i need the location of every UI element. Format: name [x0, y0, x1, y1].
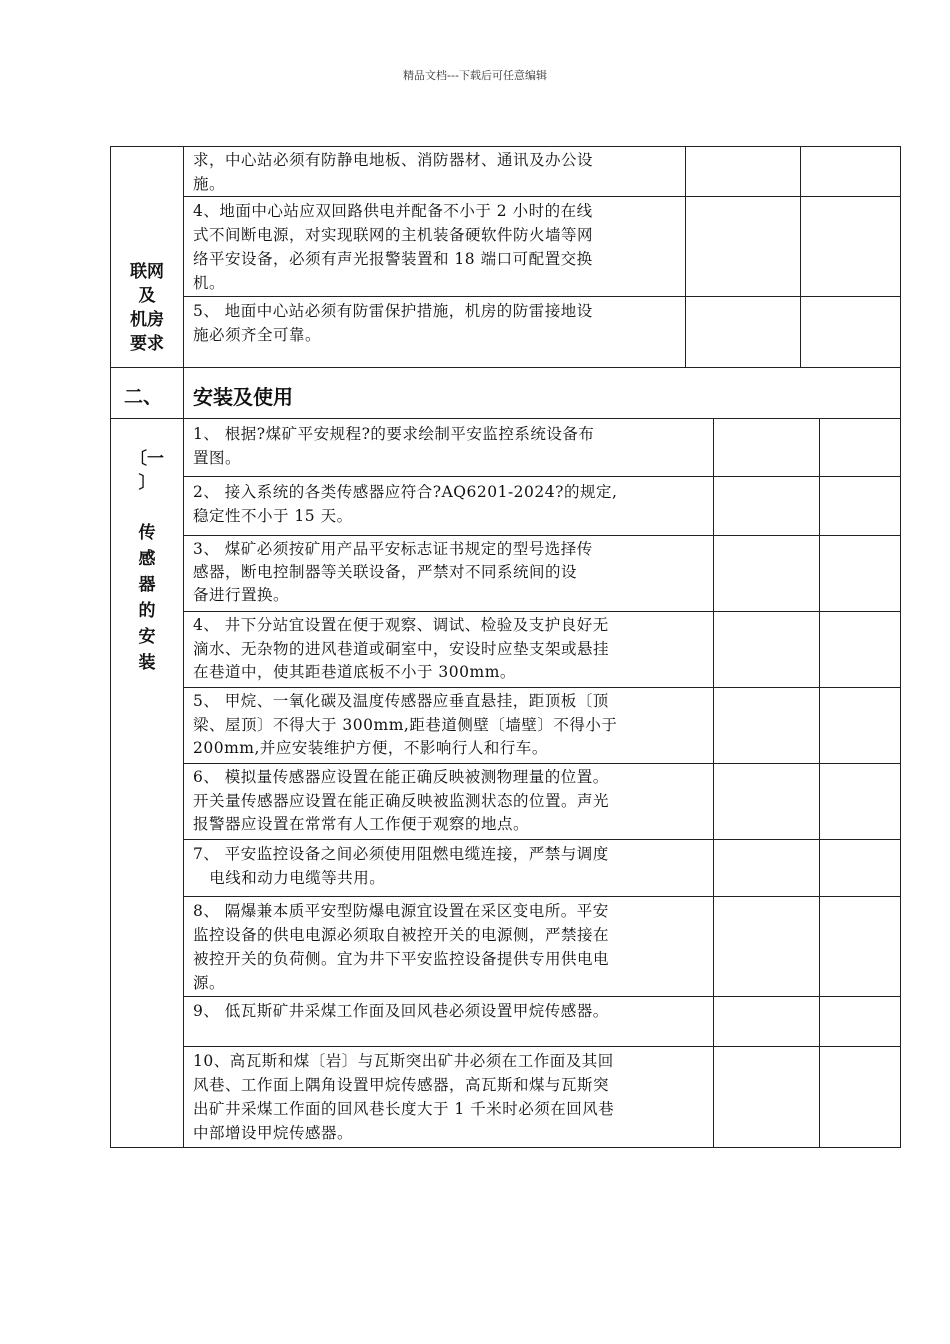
category-label-network [110, 260, 184, 356]
remark-cell [820, 764, 901, 840]
check-cell [714, 612, 820, 688]
check-cell [714, 536, 820, 612]
remark-cell [820, 688, 901, 764]
remark-cell [801, 297, 901, 368]
vertical-char: 器 [138, 575, 156, 595]
check-cell [714, 764, 820, 840]
requirement-text: 6、 模拟量传感器应设置在能正确反映被测物理量的位置。 开关量传感器应设置在能正确反映被监测状态的位置。声光 报警器应设置在常常有人工作便于观察的地点。 [193, 768, 610, 833]
requirement-text: 3、 煤矿必须按矿用产品平安标志证书规定的型号选择传 感器，断电控制器等关联设备，严禁对不同系统间的设 备进行置换。 [193, 540, 593, 604]
category-line: 机房 [130, 310, 164, 330]
category-line: 及 [138, 286, 156, 306]
subsection-label-bottom: 〕 [138, 473, 156, 493]
remark-cell [820, 1047, 901, 1148]
category-line: 联网 [130, 262, 164, 282]
page-header-watermark: 精品文档---下载后可任意编辑 [403, 69, 547, 82]
vertical-char: 的 [138, 601, 156, 621]
vertical-char: 传 [138, 523, 156, 543]
check-cell [714, 688, 820, 764]
requirement-text: 8、 隔爆兼本质平安型防爆电源宜设置在采区变电所。平安 监控设备的供电电源必须取自被控开关的电源侧，严禁接在 被控开关的负荷侧。宜为井下平安监控设备提供专用供电电 源。 [193, 902, 610, 992]
remark-cell [820, 897, 901, 997]
requirement-text: 5、 地面中心站必须有防雷保护措施，机房的防雷接地设 施必须齐全可靠。 [193, 302, 593, 344]
remark-cell [820, 840, 901, 897]
requirement-text: 10、高瓦斯和煤〔岩〕与瓦斯突出矿井必须在工作面及其回 风巷、工作面上隅角设置甲烷传感器，高瓦斯和煤与瓦斯突 出矿井采煤工作面的回风巷长度大于 1 千米时必须在回风巷 中部增设甲烷传感器。 [193, 1052, 615, 1142]
check-cell [714, 1047, 820, 1148]
remark-cell [820, 612, 901, 688]
vertical-char: 装 [138, 653, 156, 673]
subsection-label-top: 〔一 [130, 449, 164, 469]
check-cell [686, 197, 801, 297]
remark-cell [820, 419, 901, 477]
remark-cell [801, 197, 901, 297]
check-cell [714, 897, 820, 997]
requirement-text: 4、地面中心站应双回路供电并配备不小于 2 小时的在线 式不间断电源，对实现联网的主机装备硬软件防火墙等网 络平安设备，必须有声光报警装置和 18 端口可配置交换 机。 [193, 202, 594, 292]
requirement-text: 9、 低瓦斯矿井采煤工作面及回风巷必须设置甲烷传感器。 [193, 1002, 609, 1020]
subsection-label [110, 447, 184, 495]
remark-cell [801, 146, 901, 197]
section-number: 二、 [124, 386, 163, 408]
section-title: 安装及使用 [193, 385, 293, 409]
check-cell [714, 840, 820, 897]
vertical-char: 安 [138, 627, 156, 647]
check-cell [714, 477, 820, 536]
check-cell [686, 297, 801, 368]
requirement-text: 求，中心站必须有防静电地板、消防器材、通讯及办公设 施。 [193, 151, 594, 193]
check-cell [714, 419, 820, 477]
requirement-text: 7、 平安监控设备之间必须使用阻燃电缆连接，严禁与调度 电线和动力电缆等共用。 [193, 845, 609, 887]
requirement-text: 2、 接入系统的各类传感器应符合?AQ6201-2024?的规定, 稳定性不小于 15 天。 [193, 483, 618, 525]
check-cell [714, 997, 820, 1047]
remark-cell [820, 997, 901, 1047]
remark-cell [820, 536, 901, 612]
requirement-text: 1、 根据?煤矿平安规程?的要求绘制平安监控系统设备布 置图。 [193, 425, 595, 467]
requirement-text: 5、 甲烷、一氧化碳及温度传感器应垂直悬挂，距顶板〔顶 梁、屋顶〕不得大于 300mm,距巷道侧壁〔墙壁〕不得小于 200mm,并应安装维护方便，不影响行人和行车。 [193, 692, 618, 757]
vertical-char: 感 [138, 549, 156, 569]
category-line: 要求 [130, 334, 164, 354]
requirement-text: 4、 井下分站宜设置在便于观察、调试、检验及支护良好无 滴水、无杂物的进风巷道或硐室中，安设时应垫支架或悬挂 在巷道中，使其距巷道底板不小于 300mm。 [193, 616, 610, 681]
subsection-vertical-title [110, 520, 184, 676]
check-cell [686, 146, 801, 197]
remark-cell [820, 477, 901, 536]
